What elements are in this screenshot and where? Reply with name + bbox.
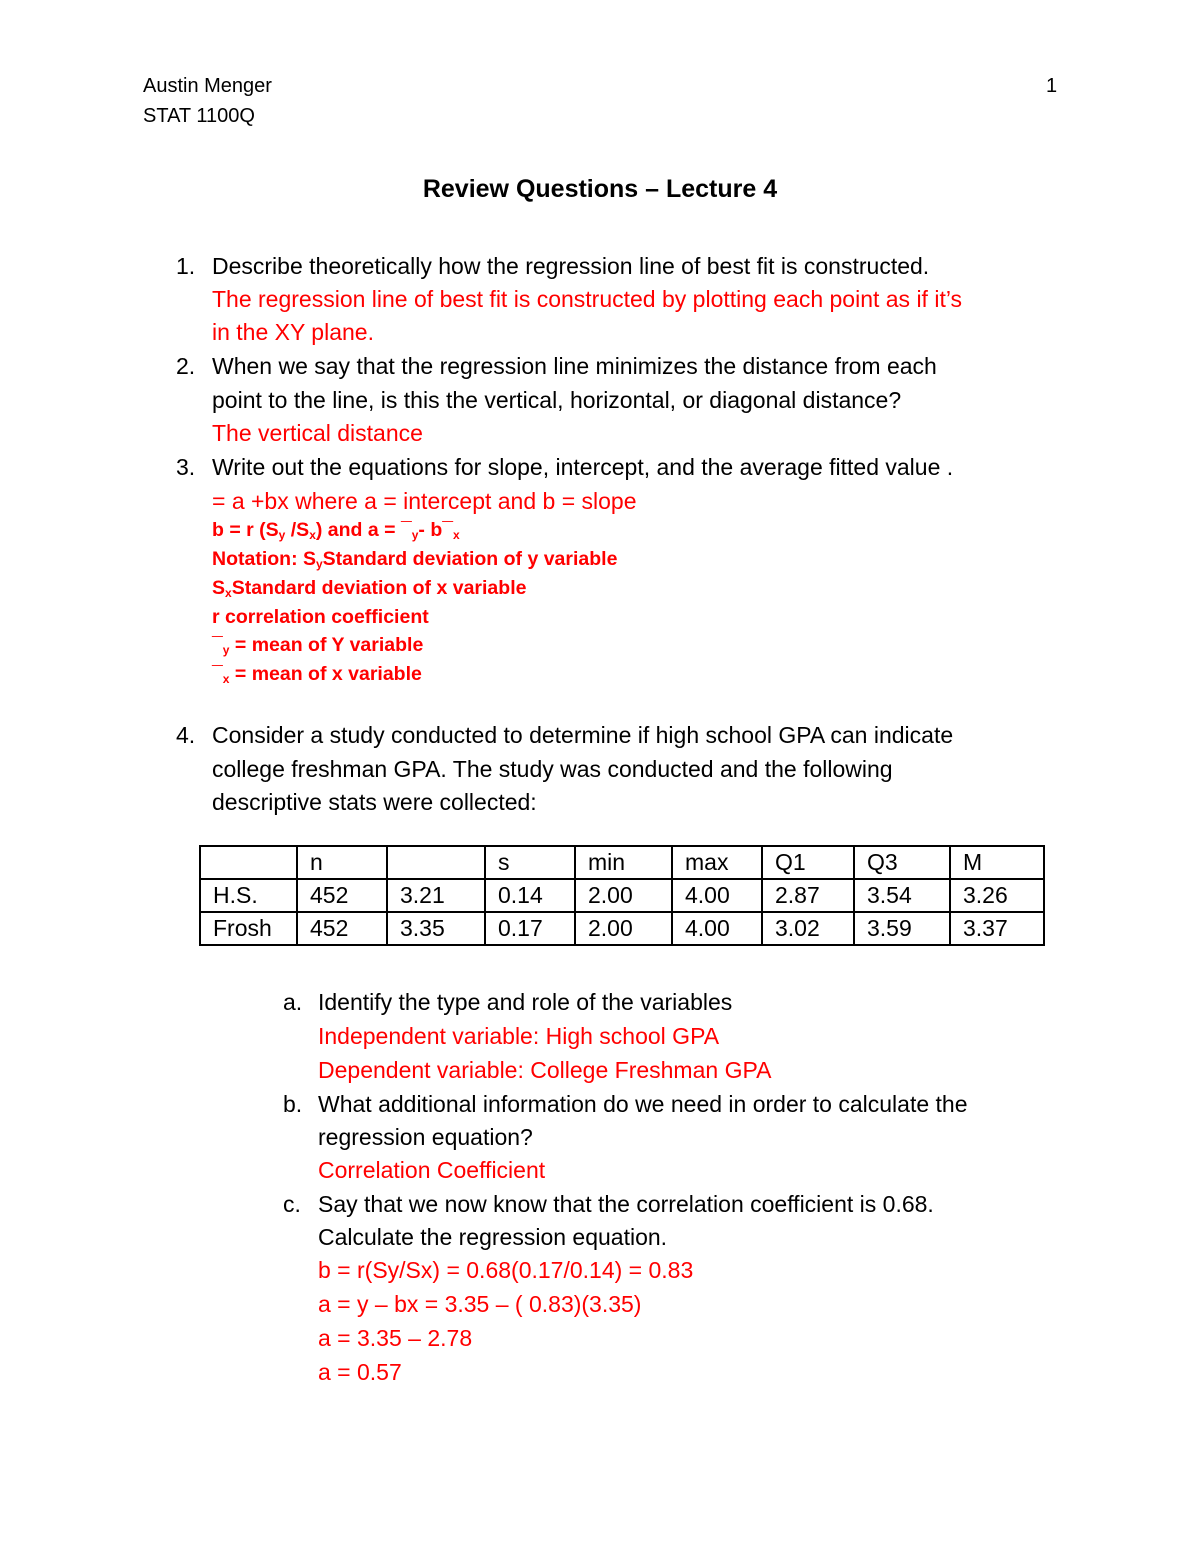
question-4-line-3: descriptive stats were collected: (212, 789, 537, 815)
sub-question-a-text: Identify the type and role of the variables (318, 989, 733, 1015)
question-3-number: 3. (176, 454, 196, 480)
ybar-text: = mean of Y variable (229, 634, 424, 656)
table-cell: 3.54 (854, 879, 950, 912)
subscript-x: x (309, 528, 316, 542)
answer-3-line-1: = a +bx where a = intercept and b = slope (212, 488, 637, 514)
answer-1-line-1: The regression line of best fit is constructed by plotting each point as if it’s (212, 286, 963, 312)
formula-part-1: b = r (S (212, 519, 279, 541)
sub-question-b-label: b. (283, 1091, 303, 1117)
table-row (200, 879, 1044, 912)
course-code: STAT 1100Q (143, 105, 255, 127)
table-cell: 452 (297, 912, 387, 945)
table-cell: 452 (297, 879, 387, 912)
table-row (200, 912, 1044, 945)
notation-r: r correlation coefficient (212, 606, 429, 628)
table-header-cell: s (485, 846, 575, 879)
descriptive-stats-table (199, 845, 1045, 946)
question-3-text: Write out the equations for slope, intercept, and the average fitted value . (212, 454, 954, 480)
table-header-cell: n (297, 846, 387, 879)
subscript-y-4: y (222, 643, 230, 657)
sub-answer-c-2: a = y – bx = 3.35 – ( 0.83)(3.35) (318, 1291, 642, 1317)
slope-intercept-formula (212, 516, 460, 545)
table-header-cell: Q1 (762, 846, 854, 879)
table-cell: 3.26 (950, 879, 1044, 912)
formula-part-2: /S (285, 519, 310, 541)
table-header-cell: Q3 (854, 846, 950, 879)
sub-question-b-line-2: regression equation? (318, 1124, 533, 1150)
subscript-x-2: x (453, 528, 460, 542)
xbar-text: = mean of x variable (229, 663, 422, 685)
sub-answer-c-3: a = 3.35 – 2.78 (318, 1325, 473, 1351)
author-name: Austin Menger (143, 75, 272, 97)
table-header-cell (200, 846, 297, 879)
notation-sx (212, 574, 526, 603)
subscript-y-2: y (411, 528, 419, 542)
question-1-text: Describe theoretically how the regression line of best fit is constructed. (212, 253, 930, 279)
sub-answer-c-1: b = r(Sy/Sx) = 0.68(0.17/0.14) = 0.83 (318, 1257, 694, 1283)
table-cell: 0.17 (485, 912, 575, 945)
table-cell: Frosh (200, 912, 297, 945)
sub-question-c-line-2: Calculate the regression equation. (318, 1224, 668, 1250)
table-cell: 3.35 (387, 912, 485, 945)
table-cell: 3.02 (762, 912, 854, 945)
question-2-line-1: When we say that the regression line minimizes the distance from each (212, 353, 937, 379)
sub-question-c-line-1: Say that we now know that the correlation coefficient is 0.68. (318, 1191, 934, 1217)
table-cell: 4.00 (672, 879, 762, 912)
table-header-cell (387, 846, 485, 879)
subscript-x-4: x (222, 672, 230, 686)
notation-sx-text: Standard deviation of x variable (231, 577, 527, 599)
table-cell: 2.00 (575, 879, 672, 912)
sub-answer-a-2: Dependent variable: College Freshman GPA (318, 1057, 772, 1083)
notation-sy-text: Standard deviation of y variable (322, 548, 618, 570)
sub-answer-a-1: Independent variable: High school GPA (318, 1023, 720, 1049)
table-header-cell: max (672, 846, 762, 879)
table-cell: 2.87 (762, 879, 854, 912)
notation-label: Notation: S (212, 548, 316, 570)
question-4-line-2: college freshman GPA. The study was conducted and the following (212, 756, 893, 782)
question-4-line-1: Consider a study conducted to determine if high school GPA can indicate (212, 722, 954, 748)
table-cell: 3.21 (387, 879, 485, 912)
notation-sy (212, 545, 617, 574)
question-2-line-2: point to the line, is this the vertical, horizontal, or diagonal distance? (212, 387, 902, 413)
sub-question-a-label: a. (283, 989, 303, 1015)
sub-question-b-line-1: What additional information do we need in order to calculate the (318, 1091, 968, 1117)
table-cell: 3.59 (854, 912, 950, 945)
sub-answer-c-4: a = 0.57 (318, 1359, 402, 1385)
ybar-symbol: ¯ (212, 634, 223, 656)
subscript-x-3: x (225, 586, 232, 600)
answer-1-line-2: in the XY plane. (212, 319, 374, 345)
answer-2: The vertical distance (212, 420, 423, 446)
table-cell: 2.00 (575, 912, 672, 945)
question-4-number: 4. (176, 722, 196, 748)
table-header-row (200, 846, 1044, 879)
table-header-cell: min (575, 846, 672, 879)
page-number: 1 (1046, 75, 1058, 97)
formula-part-3: ) and a = ¯ (315, 519, 412, 541)
formula-part-4: - b¯ (418, 519, 453, 541)
table-cell: 0.14 (485, 879, 575, 912)
notation-xbar (212, 660, 422, 689)
table-cell: H.S. (200, 879, 297, 912)
table-cell: 3.37 (950, 912, 1044, 945)
sx-label: S (212, 577, 226, 599)
subscript-y: y (278, 528, 286, 542)
question-1-number: 1. (176, 253, 196, 279)
page-title: Review Questions – Lecture 4 (422, 175, 778, 203)
question-2-number: 2. (176, 353, 196, 379)
notation-ybar (212, 631, 423, 660)
table-cell: 4.00 (672, 912, 762, 945)
table-header-cell: M (950, 846, 1044, 879)
subscript-y-3: y (315, 557, 323, 571)
sub-question-c-label: c. (283, 1191, 301, 1217)
xbar-symbol: ¯ (212, 663, 223, 685)
sub-answer-b: Correlation Coefficient (318, 1157, 546, 1183)
